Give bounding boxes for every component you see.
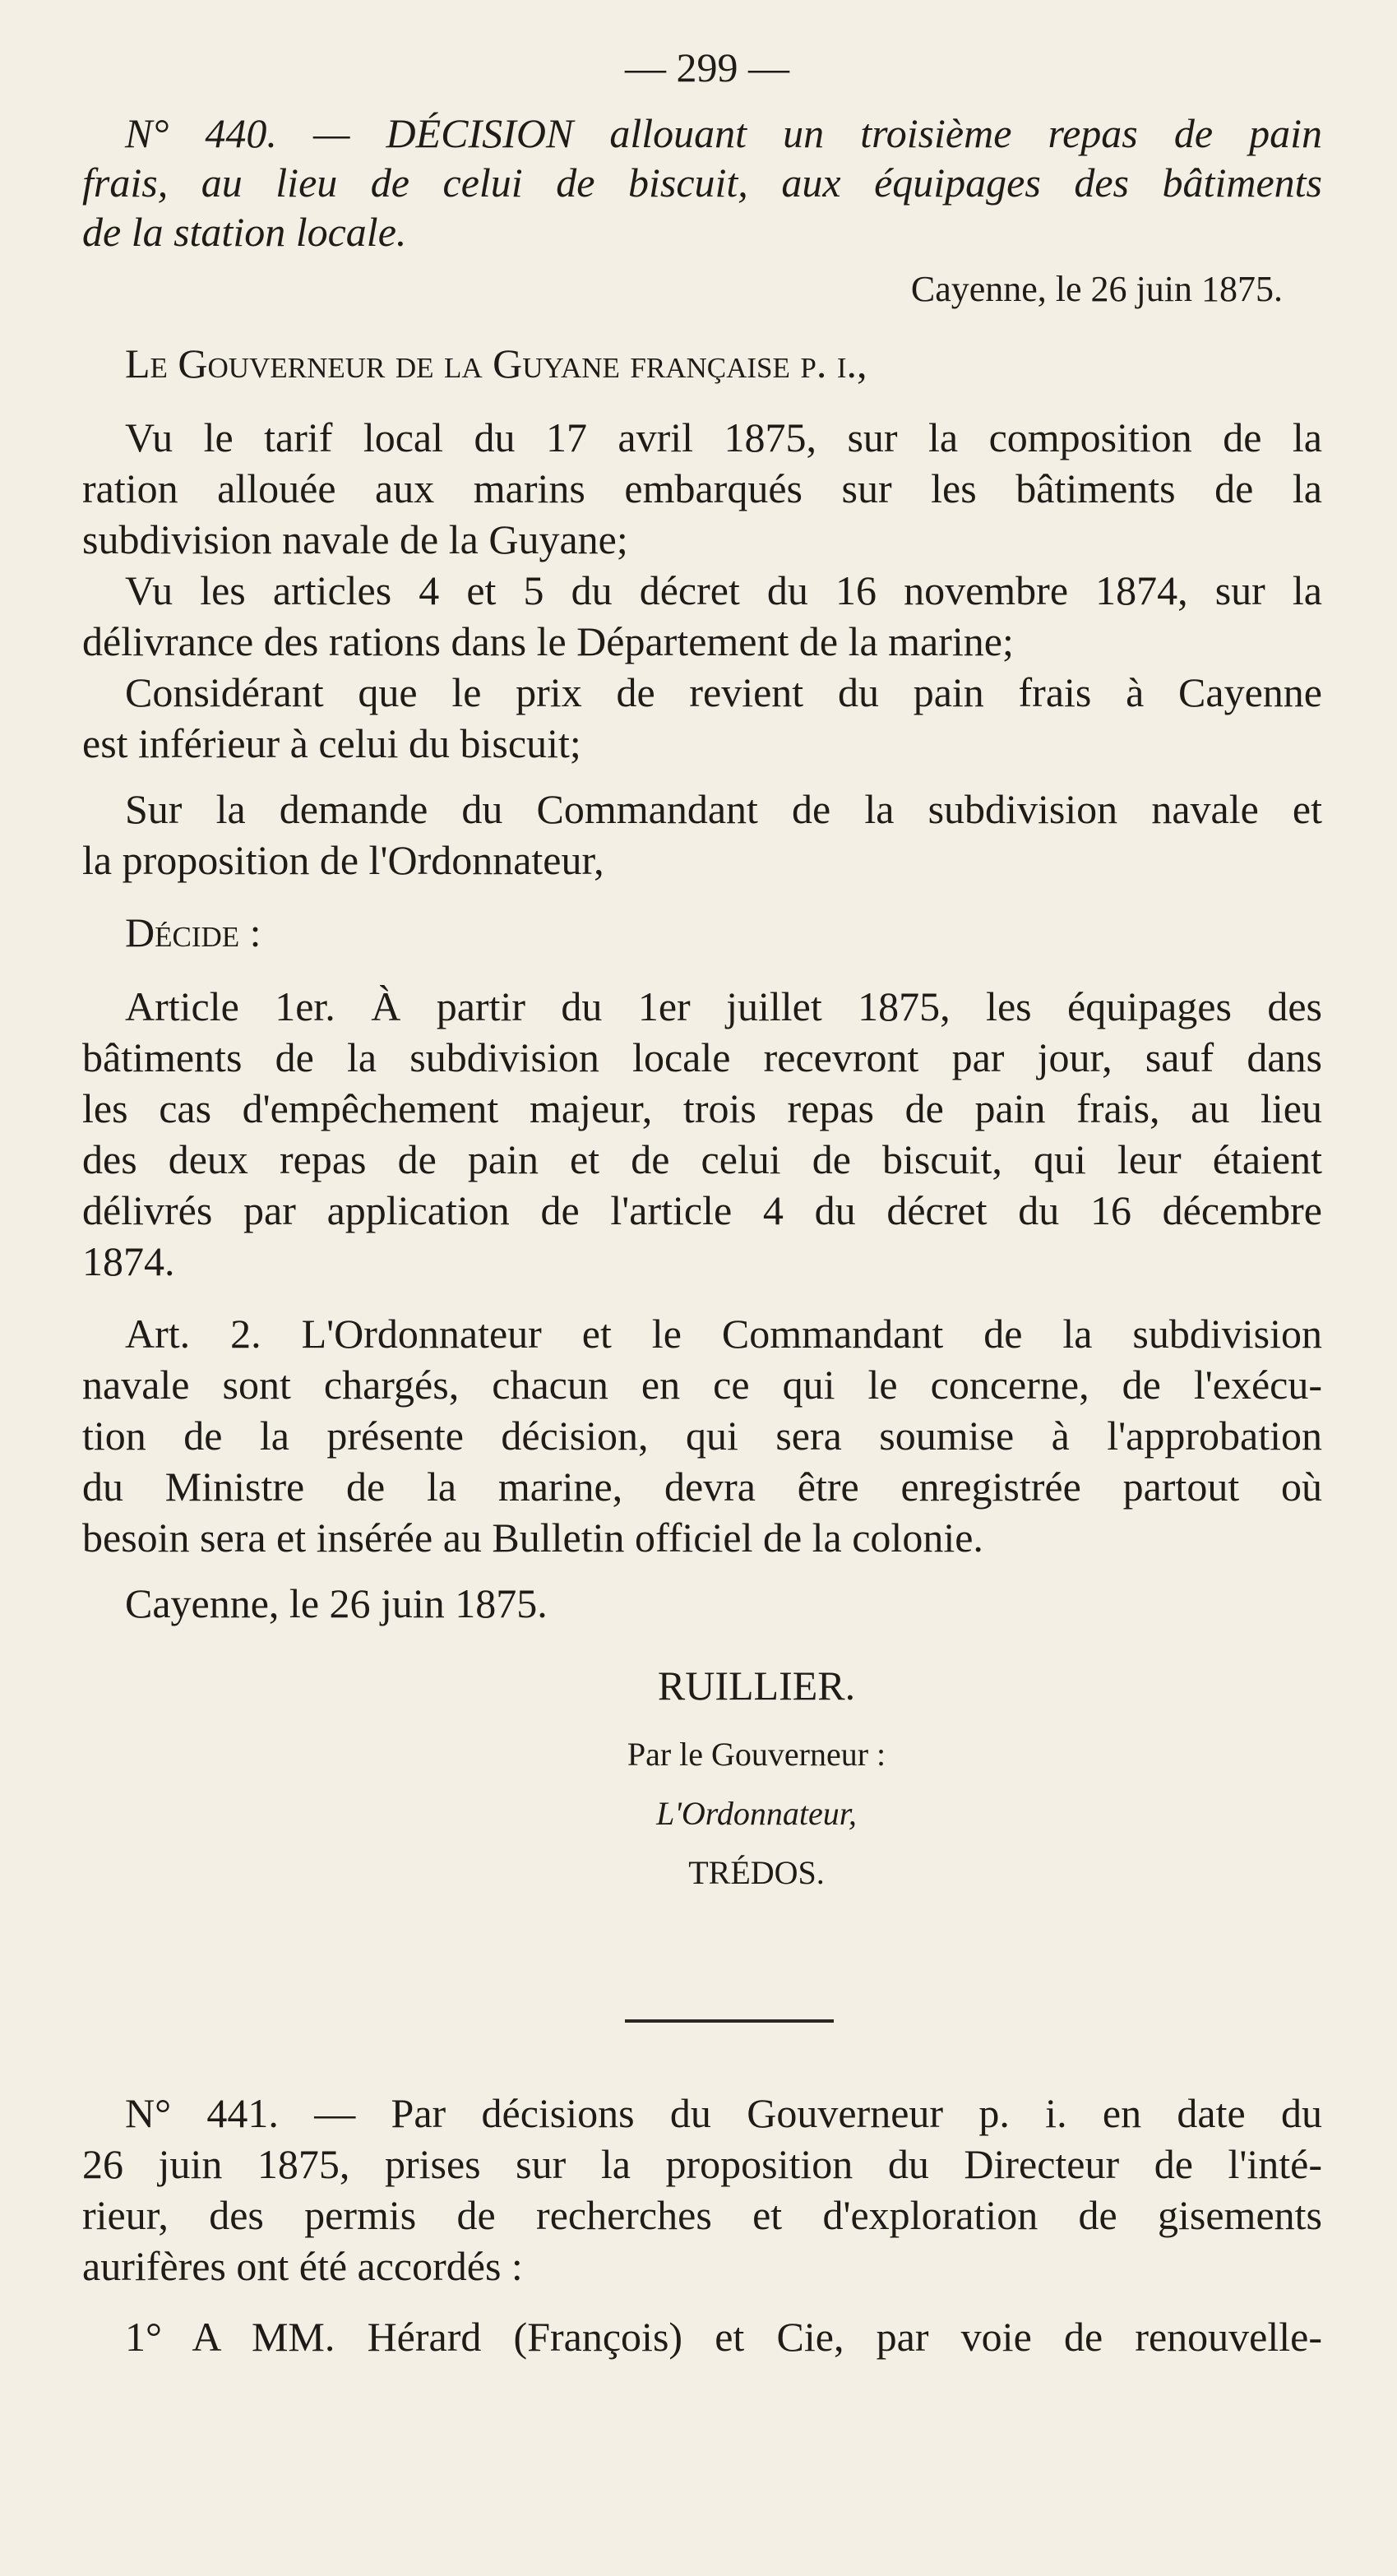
dateline: Cayenne, le 26 juin 1875.	[910, 269, 1283, 309]
decision-title: N° 440. — DÉCISION allouant un troisième repas de pain	[125, 110, 1322, 156]
article-2: Art. 2. L'Ordonnateur et le Commandant de la subdivision	[125, 1311, 1322, 1357]
paragraph: subdivision navale de la Guyane;	[82, 516, 628, 562]
signature-by: Par le Gouverneur :	[627, 1736, 886, 1773]
paragraph: Considérant que le prix de revient du pain frais à Cayenne	[125, 669, 1322, 715]
paragraph: rieur, des permis de recherches et d'exploration de gisements	[82, 2192, 1322, 2238]
article-2: besoin sera et insérée au Bulletin officiel de la colonie.	[82, 1515, 983, 1561]
document-page	[82, 43, 1332, 2542]
paragraph: N° 441. — Par décisions du Gouverneur p. i. en date du	[125, 2090, 1322, 2136]
article-1: délivrés par application de l'article 4 du décret du 16 décembre	[82, 1187, 1322, 1233]
article-1: des deux repas de pain et de celui de biscuit, qui leur étaient	[82, 1136, 1322, 1182]
paragraph: est inférieur à celui du biscuit;	[82, 720, 581, 766]
paragraph: ration allouée aux marins embarqués sur les bâtiments de la	[82, 465, 1322, 511]
article-2: tion de la présente décision, qui sera soumise à l'approbation	[82, 1413, 1322, 1459]
section-divider	[625, 2019, 834, 2023]
decision-title: de la station locale.	[82, 209, 407, 255]
paragraph: 26 juin 1875, prises sur la proposition du Directeur de l'inté-	[82, 2141, 1322, 2187]
paragraph: Vu le tarif local du 17 avril 1875, sur la composition de la	[125, 414, 1322, 460]
article-1: 1874.	[82, 1238, 175, 1284]
article-1: bâtiments de la subdivision locale recevront par jour, sauf dans	[82, 1034, 1322, 1080]
article-2: navale sont chargés, chacun en ce qui le concerne, de l'exécu-	[82, 1362, 1322, 1408]
page-number: — 299 —	[625, 44, 789, 90]
preamble: Le Gouverneur de la Guyane française p. i.,	[125, 340, 867, 386]
closing-dateline: Cayenne, le 26 juin 1875.	[125, 1580, 548, 1626]
paragraph: délivrance des rations dans le Département de la marine;	[82, 618, 1014, 664]
signature-role: L'Ordonnateur,	[656, 1795, 857, 1832]
paragraph: aurifères ont été accordés :	[82, 2243, 523, 2289]
article-2: du Ministre de la marine, devra être enregistrée partout où	[82, 1464, 1322, 1510]
signature-name: TRÉDOS.	[688, 1854, 825, 1891]
decision-title: frais, au lieu de celui de biscuit, aux équipages des bâtiments	[82, 160, 1322, 206]
article-1: Article 1er. À partir du 1er juillet 1875, les équipages des	[125, 983, 1322, 1029]
article-1: les cas d'empêchement majeur, trois repas de pain frais, au lieu	[82, 1085, 1322, 1131]
paragraph: 1° A MM. Hérard (François) et Cie, par voie de renouvelle-	[125, 2314, 1322, 2360]
paragraph: Vu les articles 4 et 5 du décret du 16 novembre 1874, sur la	[125, 567, 1322, 613]
signature: RUILLIER.	[657, 1663, 856, 1709]
decide-heading: Décide :	[125, 909, 261, 955]
paragraph: Sur la demande du Commandant de la subdivision navale et	[125, 786, 1322, 832]
paragraph: la proposition de l'Ordonnateur,	[82, 837, 604, 883]
